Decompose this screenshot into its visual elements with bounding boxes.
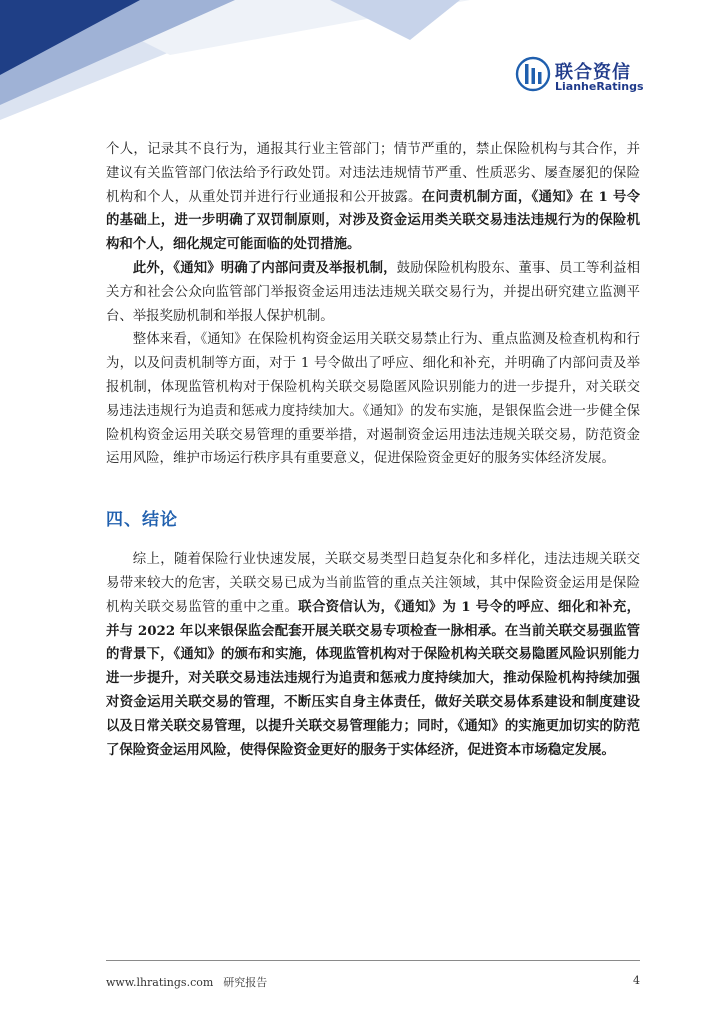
footer-doc-type: 研究报告 [223, 976, 268, 989]
section-title-conclusion: 四、结论 [106, 510, 178, 531]
paragraph-bold-text: 在问责机制方面，《通知》在 1 号令的基础上，进一步明确了双罚制原则，对涉及资金运用类关联交易违法违规行为的保险机构和个人，细化规定可能面临的处罚措施。 [106, 188, 640, 253]
footer-divider [106, 960, 640, 961]
page-number: 4 [633, 974, 640, 987]
paragraph-text: 综上，随着保险行业快速发展，关联交易类型日趋复杂化和多样化，违法违规关联交易带来较大的危害，关联交易已成为当前监管的重点关注领域，其中保险资金运用是保险机构关联交易监管的重中之重。 [106, 552, 640, 615]
logo-chinese-name: 联合资信 [555, 62, 631, 83]
document-body [106, 138, 640, 762]
paragraph-bold-text: 此外，《通知》明确了内部问责及举报机制， [132, 259, 397, 276]
paragraph-penalties [106, 138, 640, 257]
footer-info [106, 974, 267, 990]
paragraph-reporting-mechanism [106, 257, 640, 328]
footer-website-link[interactable]: www.lhratings.com [106, 976, 214, 989]
paragraph-text: 鼓励保险机构股东、董事、员工等利益相关方和社会公众向监管部门举报资金运用违法违规关联交易行为，并提出研究建立监测平台、举报奖励机制和举报人保护机制。 [106, 260, 640, 324]
paragraph-text: 个人，记录其不良行为，通报其行业主管部门；情节严重的，禁止保险机构与其合作，并建议有关监管部门依法给予行政处罚。对违法违规情节严重、性质恶劣、屡查屡犯的保险机构和个人，从重处罚并进行行业通报和公开披露。 [106, 142, 640, 205]
paragraph-conclusion [106, 548, 640, 762]
logo-english-name: LianheRatings [555, 80, 644, 93]
company-logo [515, 56, 645, 96]
lianhe-logo-icon [515, 56, 551, 92]
paragraph-bold-text: 联合资信认为，《通知》为 1 号令的呼应、细化和补充，并与 2022 年以来银保监会配套开展关联交易专项检查一脉相承。在当前关联交易强监管的背景下，《通知》的颁布和实施，体现监管机构对于保险机构关联交易隐匿风险识别能力进一步提升，对关联交易违法违规行为追责和惩戒力度持续加大，推动保险机构持续加强对资金运用关联交易的管理，不断压实自身主体责任，做好关联交易体系建设和制度建设以及日常关联交易管理，以提升关联交易管理能力；同时，《通知》的实施更加切实的防范了保险资金运用风险，使得保险资金更好的服务于实体经济，促进资本市场稳定发展。 [106, 598, 640, 758]
paragraph-overall-review: 整体来看，《通知》在保险机构资金运用关联交易禁止行为、重点监测及检查机构和行为，以及问责机制等方面，对于 1 号令做出了呼应、细化和补充，并明确了内部问责及举报机制，体现监管机构对于保险机构关联交易隐匿风险识别能力的进一步提升，对关联交易违法违规行为追责和惩戒力度持续加大。《通知》的发布实施，是银保监会进一步健全保险机构资金运用关联交易管理的重要举措，对遏制资金运用违法违规关联交易，防范资金运用风险，维护市场运行秩序具有重要意义，促进保险资金更好的服务实体经济发展。 [106, 332, 640, 467]
